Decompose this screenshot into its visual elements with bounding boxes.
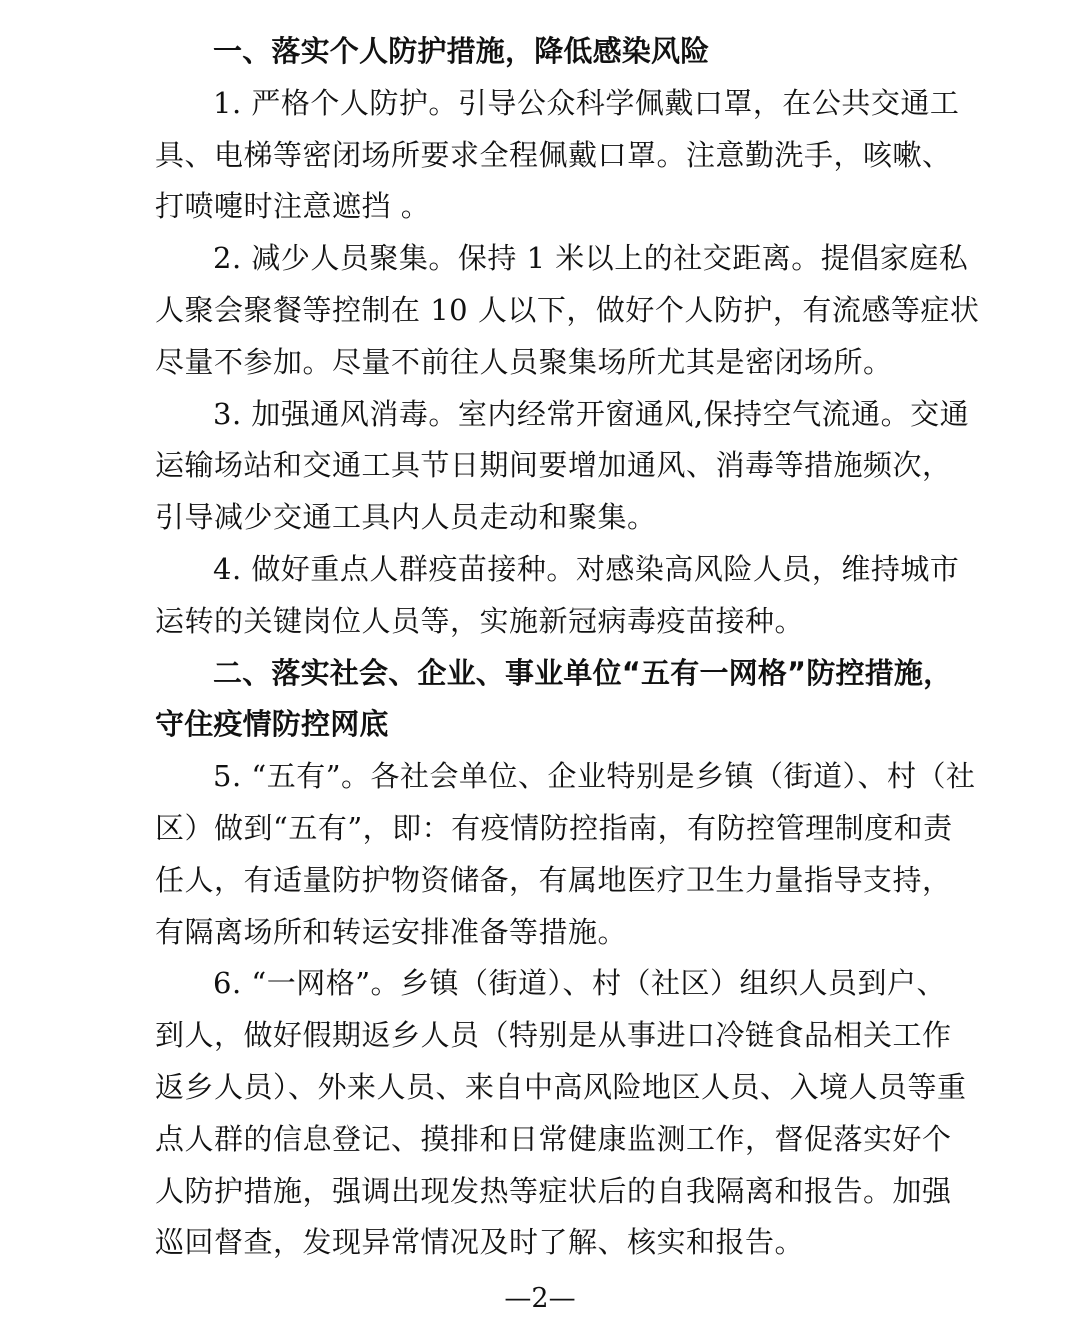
item-4-line-1: 4. 做好重点人群疫苗接种。对感染高风险人员，维持城市 [213,551,960,586]
item-3-line-2: 运输场站和交通工具节日期间要增加通风、消毒等措施频次， [155,448,952,483]
item-5-line-1: 5. “五有”。各社会单位、企业特别是乡镇（街道）、村（社 [213,759,976,794]
item-1-line-2: 具、电梯等密闭场所要求全程佩戴口罩。注意勤洗手，咳嗽、 [155,137,952,172]
section-heading-2-line-1: 二、落实社会、企业、事业单位“五有一网格”防控措施， [213,655,953,690]
item-3-line-3: 引导减少交通工具内人员走动和聚集。 [155,500,657,535]
document-body [155,26,980,1269]
item-2-line-2: 人聚会聚餐等控制在 10 人以下，做好个人防护，有流感等症状 [155,292,980,327]
item-5-line-2: 区）做到“五有”，即：有疫情防控指南，有防控管理制度和责 [155,810,953,845]
item-6-line-2: 到人，做好假期返乡人员（特别是从事进口冷链食品相关工作 [155,1018,952,1053]
page-number: —2— [504,1283,576,1314]
item-6-line-4: 点人群的信息登记、摸排和日常健康监测工作，督促落实好个 [155,1121,952,1156]
item-6-line-3: 返乡人员）、外来人员、来自中高风险地区人员、入境人员等重 [155,1069,967,1104]
item-1-line-3: 打喷嚏时注意遮挡 。 [155,189,431,224]
item-4-line-2: 运转的关键岗位人员等，实施新冠病毒疫苗接种。 [155,603,805,638]
item-5-line-4: 有隔离场所和转运安排准备等措施。 [155,914,628,949]
item-2-line-3: 尽量不参加。尽量不前往人员聚集场所尤其是密闭场所。 [155,344,893,379]
item-6-line-6: 巡回督查，发现异常情况及时了解、核实和报告。 [155,1225,805,1260]
section-heading-1: 一、落实个人防护措施，降低感染风险 [213,34,710,68]
item-2-line-1: 2. 减少人员聚集。保持 1 米以上的社交距离。提倡家庭私 [213,241,969,276]
item-1-line-1: 1. 严格个人防护。引导公众科学佩戴口罩，在公共交通工 [213,85,960,120]
item-6-line-1: 6. “一网格”。乡镇（街道）、村（社区）组织人员到户、 [213,966,947,1001]
item-6-line-5: 人防护措施，强调出现发热等症状后的自我隔离和报告。加强 [155,1173,952,1208]
item-5-line-3: 任人，有适量防护物资储备，有属地医疗卫生力量指导支持， [155,862,952,897]
section-heading-2-line-2: 守住疫情防控网底 [155,707,389,742]
item-3-line-1: 3. 加强通风消毒。室内经常开窗通风,保持空气流通。交通 [213,396,970,431]
